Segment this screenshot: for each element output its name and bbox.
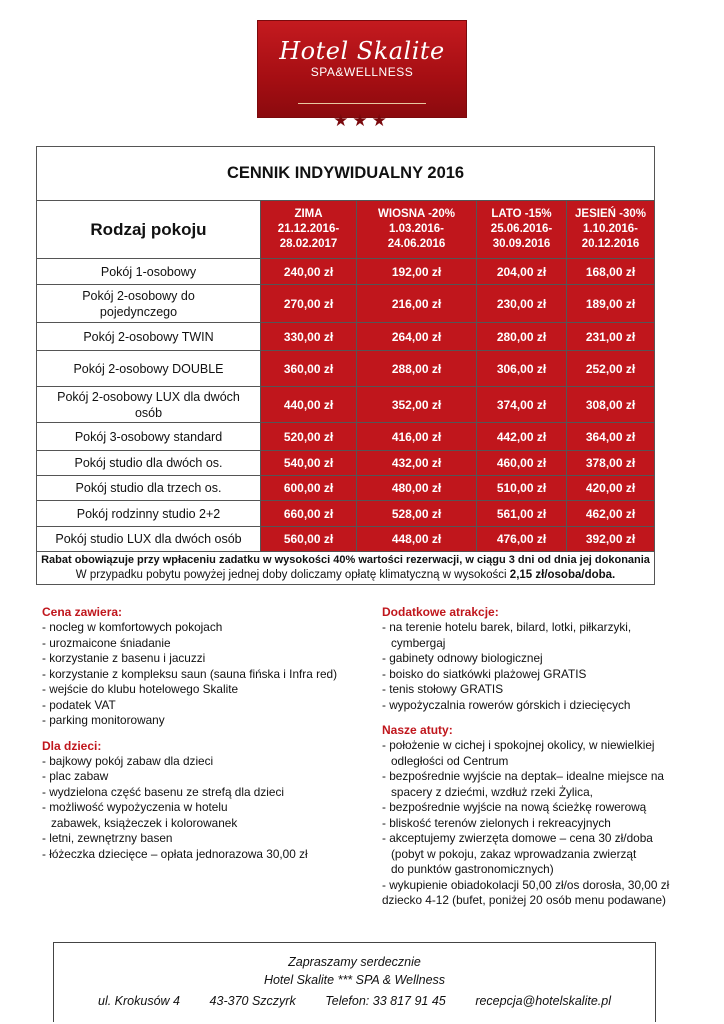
- price-cell: 204,00 zł: [477, 259, 567, 285]
- room-name: Pokój studio LUX dla dwóch osób: [37, 527, 261, 552]
- list-item: - plac zabaw: [42, 769, 109, 783]
- price-cell: 392,00 zł: [567, 527, 655, 552]
- discount-note: Rabat obowiązuje przy wpłaceniu zadatku w wysokości 40% wartości rezerwacji, w ciągu 3 dni od dnia jej dokonania: [41, 554, 650, 566]
- price-cell: 306,00 zł: [477, 351, 567, 387]
- price-list-title: CENNIK INDYWIDUALNY 2016: [37, 147, 655, 201]
- email-link[interactable]: recepcja@hotelskalite.pl: [475, 994, 611, 1008]
- list-item: dziecko 4-12 (bufet, poniżej 20 osób menu podawane): [382, 893, 666, 907]
- list-item: - tenis stołowy GRATIS: [382, 682, 504, 696]
- list-item: - podatek VAT: [42, 697, 116, 712]
- left-info-column: [42, 604, 362, 862]
- list-item: - letni, zewnętrzny basen: [42, 831, 173, 845]
- list-item: - bliskość terenów zielonych i rekreacyjnych: [382, 815, 611, 830]
- price-cell: 216,00 zł: [357, 285, 477, 323]
- list-item: - położenie w cichej i spokojnej okolicy, w niewielkiej: [382, 738, 655, 752]
- table-row: [37, 259, 655, 285]
- contact-row: [54, 989, 655, 1010]
- price-cell: 420,00 zł: [567, 476, 655, 501]
- list-item: - boisko do siatkówki plażowej GRATIS: [382, 666, 587, 681]
- logo-stars: ★★★: [333, 111, 391, 130]
- list-item: do punktów gastronomicznych): [391, 862, 554, 876]
- list-item: - możliwość wypożyczenia w hotelu: [42, 800, 228, 814]
- price-cell: 600,00 zł: [261, 476, 357, 501]
- season-header: ZIMA 21.12.2016- 28.02.2017: [261, 201, 357, 259]
- price-cell: 364,00 zł: [567, 423, 655, 451]
- price-cell: 264,00 zł: [357, 323, 477, 351]
- list-item: zabawek, książeczek i kolorowanek: [51, 815, 238, 830]
- list-item: cymbergaj: [391, 635, 446, 650]
- room-name: Pokój 2-osobowy TWIN: [37, 323, 261, 351]
- contact-footer: [53, 942, 656, 1022]
- list-item: - nocleg w komfortowych pokojach: [42, 620, 223, 634]
- price-cell: 510,00 zł: [477, 476, 567, 501]
- list-item: - bezpośrednie wyjście na deptak– idealne miejsce na: [382, 769, 664, 783]
- price-cell: 462,00 zł: [567, 501, 655, 527]
- price-cell: 330,00 zł: [261, 323, 357, 351]
- table-footnote: [37, 552, 655, 585]
- price-cell: 280,00 zł: [477, 323, 567, 351]
- price-cell: 230,00 zł: [477, 285, 567, 323]
- room-name: Pokój studio dla trzech os.: [37, 476, 261, 501]
- room-name: Pokój 1-osobowy: [37, 259, 261, 285]
- room-name: Pokój 2-osobowy LUX dla dwóch osób: [37, 387, 261, 423]
- price-cell: 378,00 zł: [567, 451, 655, 476]
- list-item: - wypożyczalnia rowerów górskich i dziecięcych: [382, 697, 631, 712]
- price-cell: 440,00 zł: [261, 387, 357, 423]
- table-row: [37, 423, 655, 451]
- list-item: - gabinety odnowy biologicznej: [382, 651, 543, 665]
- invitation-text: Zapraszamy serdecznie: [288, 955, 421, 969]
- list-item: - akceptujemy zwierzęta domowe – cena 30 zł/doba: [382, 831, 653, 845]
- table-row: [37, 451, 655, 476]
- price-cell: 442,00 zł: [477, 423, 567, 451]
- room-name: Pokój studio dla dwóch os.: [37, 451, 261, 476]
- logo-subtitle: SPA&WELLNESS: [310, 65, 414, 79]
- list-item: - bajkowy pokój zabaw dla dzieci: [42, 753, 214, 768]
- climate-fee-note: W przypadku pobytu powyżej jednej doby doliczamy opłatę klimatyczną w wysokości 2,15 zł/osoba/doba.: [75, 569, 616, 581]
- price-cell: 540,00 zł: [261, 451, 357, 476]
- hotel-name-footer: Hotel Skalite *** SPA & Wellness: [263, 973, 446, 987]
- season-header: LATO -15% 25.06.2016- 30.09.2016: [477, 201, 567, 259]
- hotel-logo: [257, 20, 467, 130]
- list-item: - bezpośrednie wyjście na nową ścieżkę rowerową: [382, 800, 647, 814]
- price-cell: 252,00 zł: [567, 351, 655, 387]
- address: ul. Krokusów 4: [98, 994, 180, 1008]
- phone-number: Telefon: 33 817 91 45: [325, 994, 446, 1008]
- list-item: (pobyt w pokoju, zakaz wprowadzania zwierząt: [391, 846, 637, 861]
- price-cell: 360,00 zł: [261, 351, 357, 387]
- price-cell: 528,00 zł: [357, 501, 477, 527]
- room-name: Pokój 3-osobowy standard: [37, 423, 261, 451]
- list-item: odległości od Centrum: [391, 753, 509, 768]
- logo-swoosh: [298, 103, 426, 104]
- kids-heading: Dla dzieci:: [42, 738, 102, 753]
- logo-name: Hotel Skalite: [279, 37, 445, 65]
- table-row: [37, 501, 655, 527]
- list-item: - urozmaicone śniadanie: [42, 635, 171, 650]
- price-cell: 168,00 zł: [567, 259, 655, 285]
- price-cell: 480,00 zł: [357, 476, 477, 501]
- list-item: - korzystanie z basenu i jacuzzi: [42, 651, 206, 665]
- list-item: - parking monitorowany: [42, 713, 165, 727]
- table-row: [37, 323, 655, 351]
- price-cell: 448,00 zł: [357, 527, 477, 552]
- price-cell: 308,00 zł: [567, 387, 655, 423]
- table-row: [37, 476, 655, 501]
- price-cell: 560,00 zł: [261, 527, 357, 552]
- room-name: Pokój 2-osobowy DOUBLE: [37, 351, 261, 387]
- table-row: [37, 387, 655, 423]
- price-cell: 520,00 zł: [261, 423, 357, 451]
- right-info-column: [382, 604, 682, 909]
- price-cell: 288,00 zł: [357, 351, 477, 387]
- price-cell: 432,00 zł: [357, 451, 477, 476]
- price-cell: 476,00 zł: [477, 527, 567, 552]
- list-item: - na terenie hotelu barek, bilard, lotki, piłkarzyki,: [382, 620, 632, 634]
- room-type-header: Rodzaj pokoju: [37, 201, 261, 259]
- room-name: Pokój 2-osobowy do pojedynczego: [37, 285, 261, 323]
- list-item: spacery z dziećmi, wzdłuż rzeki Żylica,: [391, 784, 593, 799]
- price-cell: 189,00 zł: [567, 285, 655, 323]
- list-item: - korzystanie z kompleksu saun (sauna fińska i Infra red): [42, 666, 338, 681]
- table-row: [37, 285, 655, 323]
- list-item: - wykupienie obiadokolacji 50,00 zł/os dorosła, 30,00 zł: [382, 877, 670, 892]
- included-heading: Cena zawiera:: [42, 605, 123, 619]
- price-cell: 660,00 zł: [261, 501, 357, 527]
- assets-heading: Nasze atuty:: [382, 723, 453, 737]
- season-header: JESIEŃ -30% 1.10.2016- 20.12.2016: [567, 201, 655, 259]
- price-cell: 374,00 zł: [477, 387, 567, 423]
- price-cell: 231,00 zł: [567, 323, 655, 351]
- price-table: [36, 146, 655, 585]
- list-item: - wejście do klubu hotelowego Skalite: [42, 682, 239, 696]
- price-cell: 192,00 zł: [357, 259, 477, 285]
- list-item: - wydzielona część basenu ze strefą dla dzieci: [42, 784, 284, 799]
- price-cell: 460,00 zł: [477, 451, 567, 476]
- table-row: [37, 351, 655, 387]
- list-item: - łóżeczka dziecięce – opłata jednorazowa 30,00 zł: [42, 846, 308, 861]
- season-header: WIOSNA -20% 1.03.2016- 24.06.2016: [357, 201, 477, 259]
- postal-code: 43-370 Szczyrk: [209, 994, 296, 1008]
- room-name: Pokój rodzinny studio 2+2: [37, 501, 261, 527]
- price-cell: 561,00 zł: [477, 501, 567, 527]
- price-cell: 270,00 zł: [261, 285, 357, 323]
- price-cell: 240,00 zł: [261, 259, 357, 285]
- table-row: [37, 527, 655, 552]
- extra-attractions-heading: Dodatkowe atrakcje:: [382, 605, 499, 619]
- price-cell: 352,00 zł: [357, 387, 477, 423]
- price-cell: 416,00 zł: [357, 423, 477, 451]
